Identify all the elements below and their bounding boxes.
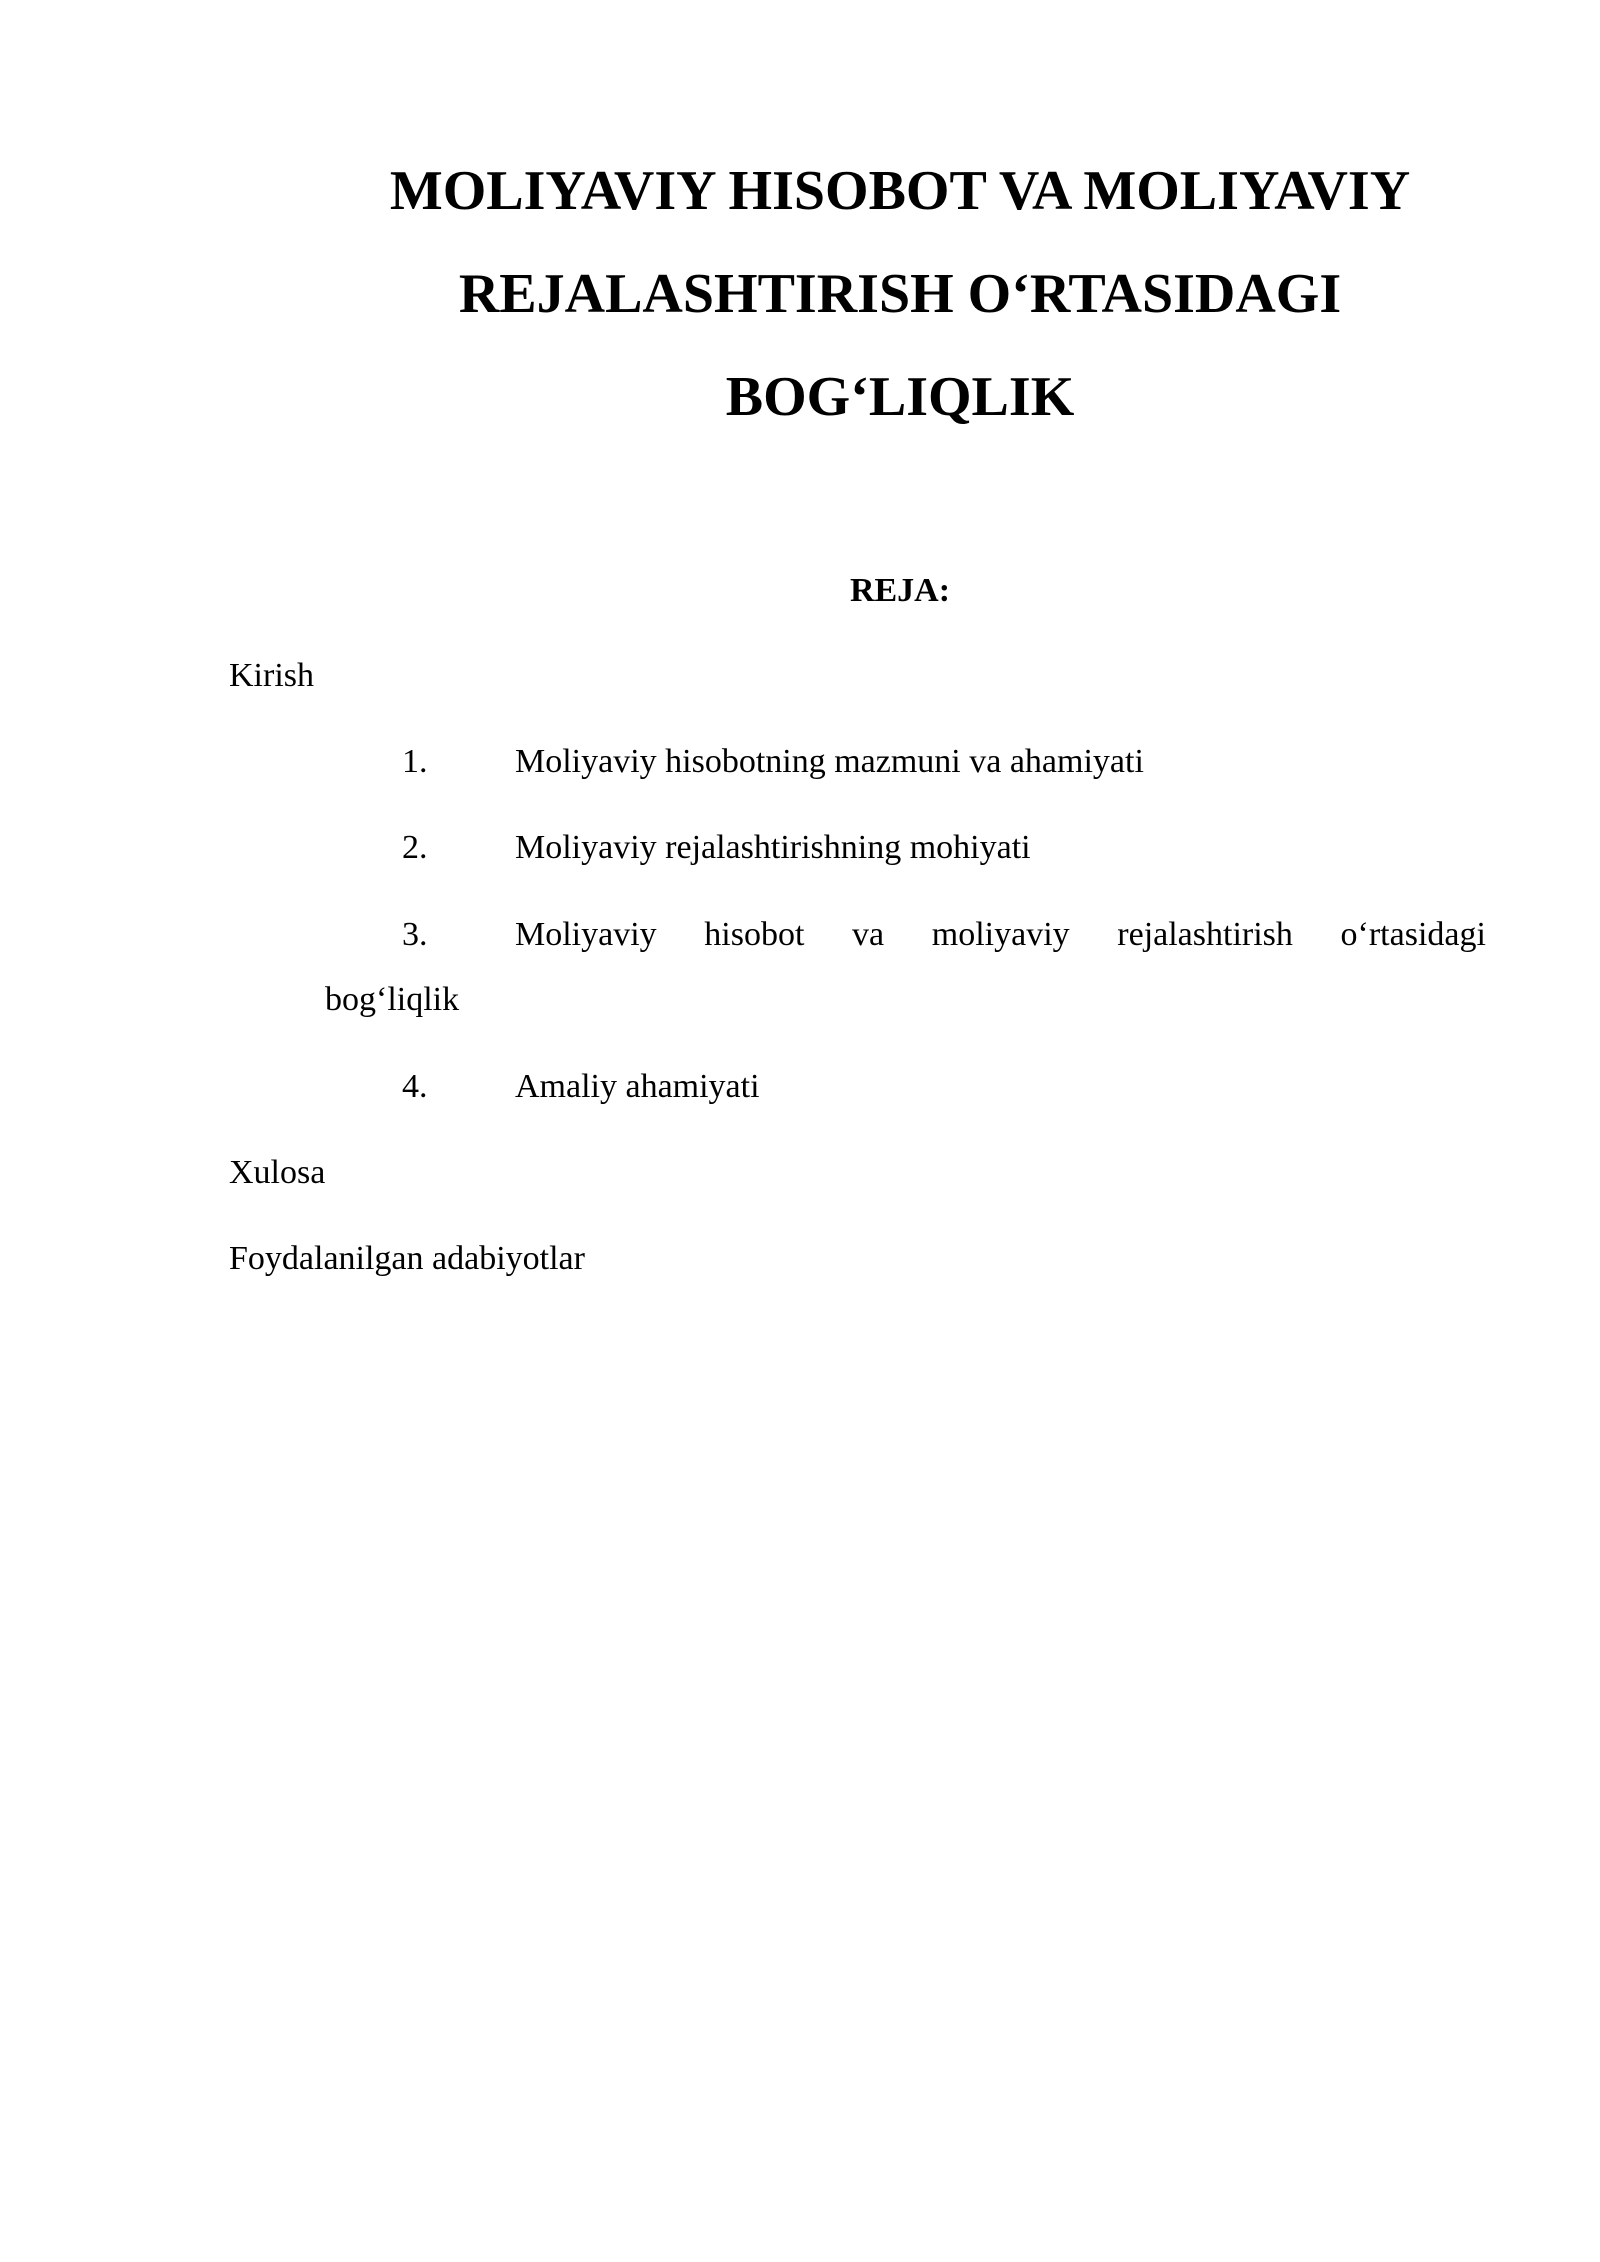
plan-item-text: Moliyaviy rejalashtirishning mohiyati (515, 829, 1031, 866)
title-line-3: BOG‘LIQLIK (725, 366, 1075, 428)
plan-item-number: 4. (402, 1068, 428, 1105)
plan-item-text: Amaliy ahamiyati (515, 1068, 760, 1105)
plan-item-continuation: bog‘liqlik (325, 981, 460, 1018)
plan-item-text: Moliyaviy hisobotning mazmuni va ahamiyati (515, 743, 1144, 780)
title-line-2: REJALASHTIRISH O‘RTASIDAGI (458, 263, 1342, 325)
plan-heading: REJA: (849, 572, 951, 609)
plan-item-word: rejalashtirish (1117, 916, 1293, 953)
plan-item-text (515, 910, 1486, 960)
conclusion-entry: Xulosa (229, 1154, 326, 1191)
plan-item-number: 2. (402, 829, 428, 866)
plan-item-word: va (852, 916, 885, 953)
intro-entry: Kirish (229, 657, 314, 694)
document-title (330, 140, 1470, 449)
plan-item-word: o‘rtasidagi (1340, 916, 1486, 953)
plan-item-word: moliyaviy (931, 916, 1070, 953)
plan-item-number: 3. (402, 916, 428, 953)
plan-item-word: hisobot (704, 916, 805, 953)
plan-item-number: 1. (402, 743, 428, 780)
references-entry: Foydalanilgan adabiyotlar (229, 1240, 585, 1277)
plan-item-word: Moliyaviy (515, 916, 657, 953)
title-line-1: MOLIYAVIY HISOBOT VA MOLIYAVIY (389, 160, 1411, 222)
